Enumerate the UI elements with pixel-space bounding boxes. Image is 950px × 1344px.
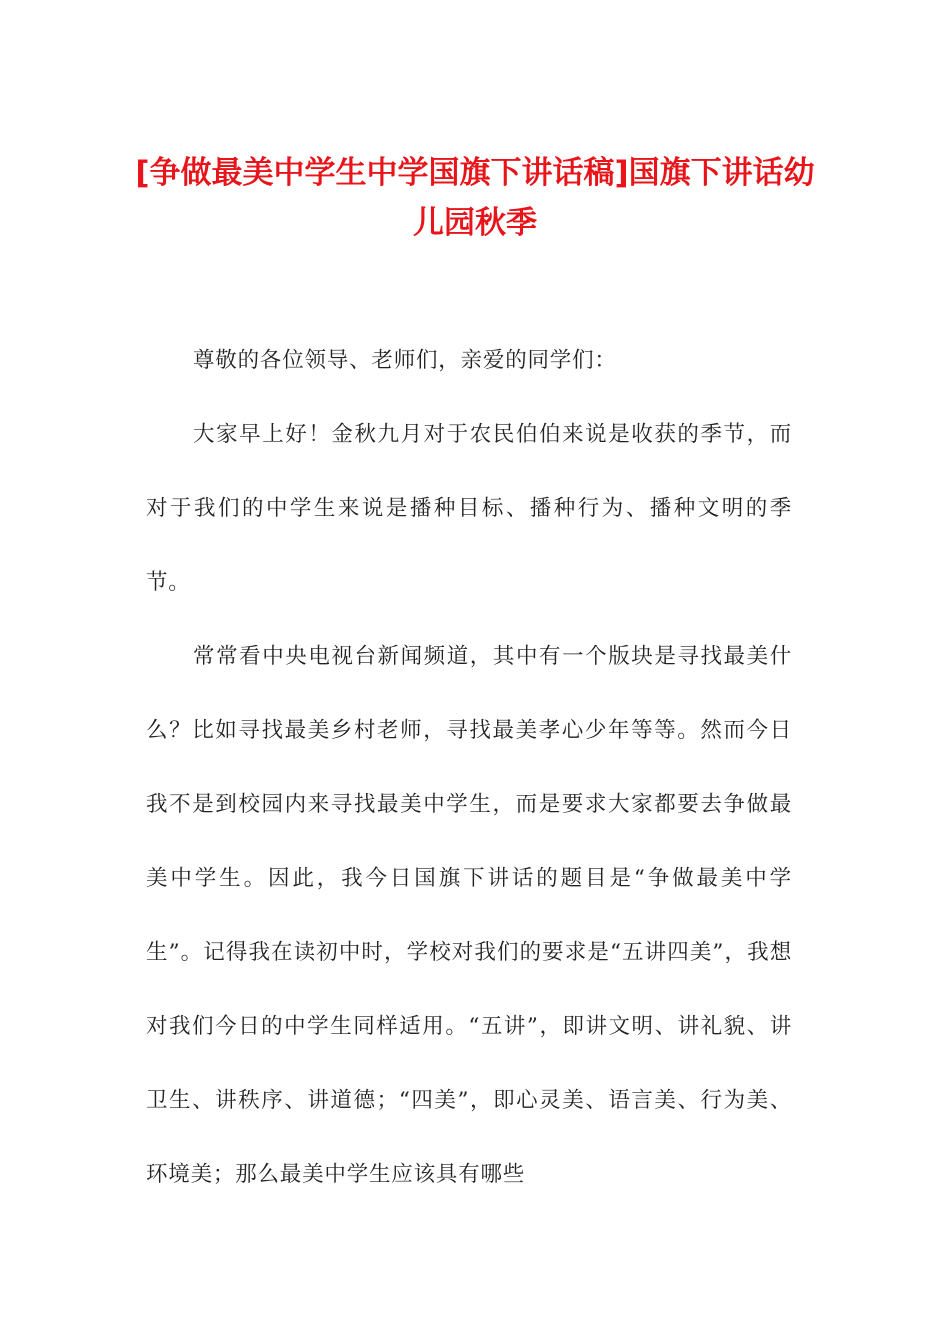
greeting-paragraph: 大家早上好！金秋九月对于农民伯伯来说是收获的季节，而对于我们的中学生来说是播种目标、播种行为、播种文明的季节。 — [146, 422, 792, 595]
document-title: [争做最美中学生中学国旗下讲话稿]国旗下讲话幼儿园秋季 — [135, 155, 815, 241]
document-body — [146, 324, 792, 1212]
speech-paragraph: 常常看中央电视台新闻频道，其中有一个版块是寻找最美什么？比如寻找最美乡村老师，寻找最美孝心少年等等。然而今日我不是到校园内来寻找最美中学生，而是要求大家都要去争做最美中学生。因此，我今日国旗下讲话的题目是“争做最美中学生”。记得我在读初中时，学校对我们的要求是“五讲四美”，我想对我们今日的中学生同样适用。“五讲”，即讲文明、讲礼貌、讲卫生、讲秩序、讲道德；“四美”，即心灵美、语言美、行为美、环境美；那么最美中学生应该具有哪些 — [146, 644, 792, 1187]
salutation-paragraph: 尊敬的各位领导、老师们，亲爱的同学们： — [193, 348, 617, 373]
